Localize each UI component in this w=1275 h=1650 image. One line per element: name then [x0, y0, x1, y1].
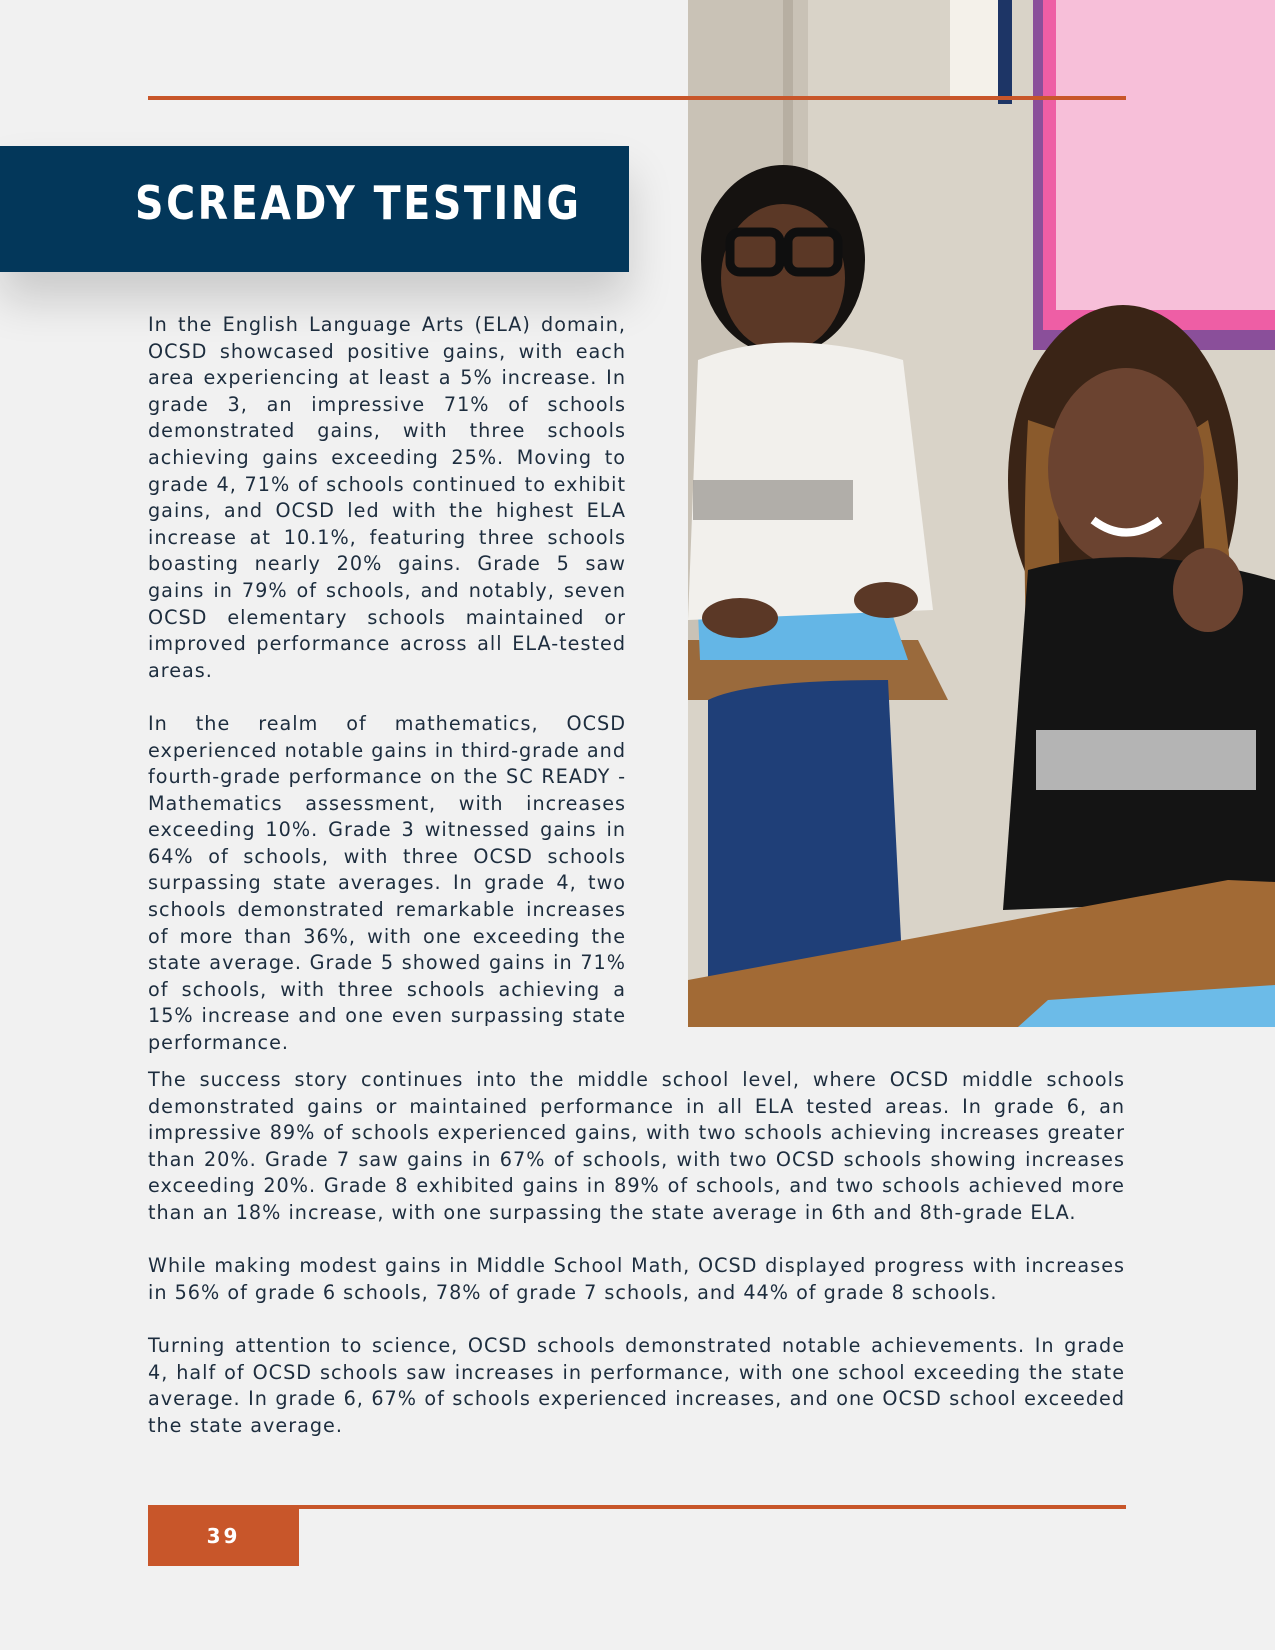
math-paragraph: In the realm of mathematics, OCSD experienced notable gains in third-grade and fourth-grade performance on the SC READY - Mathematics assessment, with increases exceeding 10%. Grade 3 witnessed gains in 64% of schools, with three OCSD schools surpassing state averages. In grade 4, two schools demonstrated remarkable increases of more than 36%, with one exceeding the state average. Grade 5 showed gains in 71% of schools, with three schools achieving a 15% increase and one even surpassing state performance. — [148, 711, 627, 1055]
photo-two-students-icon — [688, 0, 1275, 1027]
classroom-photo — [688, 0, 1275, 1027]
page-title: SCREADY TESTING — [135, 176, 582, 230]
top-divider — [148, 96, 1126, 100]
page-number: 39 — [148, 1505, 299, 1566]
middle-school-ela-paragraph: The success story continues into the middle school level, where OCSD middle schools demonstrated gains or maintained performance in all ELA tested areas. In grade 6, an impressive 89% of schools experienced gains, with two schools achieving increases greater than 20%. Grade 7 saw gains in 67% of schools, with two OCSD schools showing increases exceeding 20%. Grade 8 exhibited gains in 89% of schools, and two schools achieved more than an 18% increase, with one surpassing the state average in 6th and 8th-grade ELA. — [148, 1068, 1125, 1224]
title-banner — [0, 146, 629, 272]
full-width-text — [148, 1067, 1125, 1439]
ela-paragraph: In the English Language Arts (ELA) domain, OCSD showcased positive gains, with each area experiencing at least a 5% increase. In grade 3, an impressive 71% of schools demonstrated gains, with three schools achieving gains exceeding 25%. Moving to grade 4, 71% of schools continued to exhibit gains, and OCSD led with the highest ELA increase at 10.1%, featuring three schools boasting nearly 20% gains. Grade 5 saw gains in 79% of schools, and notably, seven OCSD elementary schools maintained or improved performance across all ELA-tested areas. — [148, 313, 626, 682]
science-paragraph: Turning attention to science, OCSD schools demonstrated notable achievements. In grade 4, half of OCSD schools saw increases in performance, with one school exceeding the state average. In grade 6, 67% of schools experienced increases, and one OCSD school exceeded the state average. — [148, 1333, 1125, 1437]
middle-school-math-paragraph: While making modest gains in Middle School Math, OCSD displayed progress with increases in 56% of grade 6 schools, 78% of grade 7 schools, and 44% of grade 8 schools. — [148, 1254, 1125, 1304]
left-text-column — [148, 312, 626, 1057]
